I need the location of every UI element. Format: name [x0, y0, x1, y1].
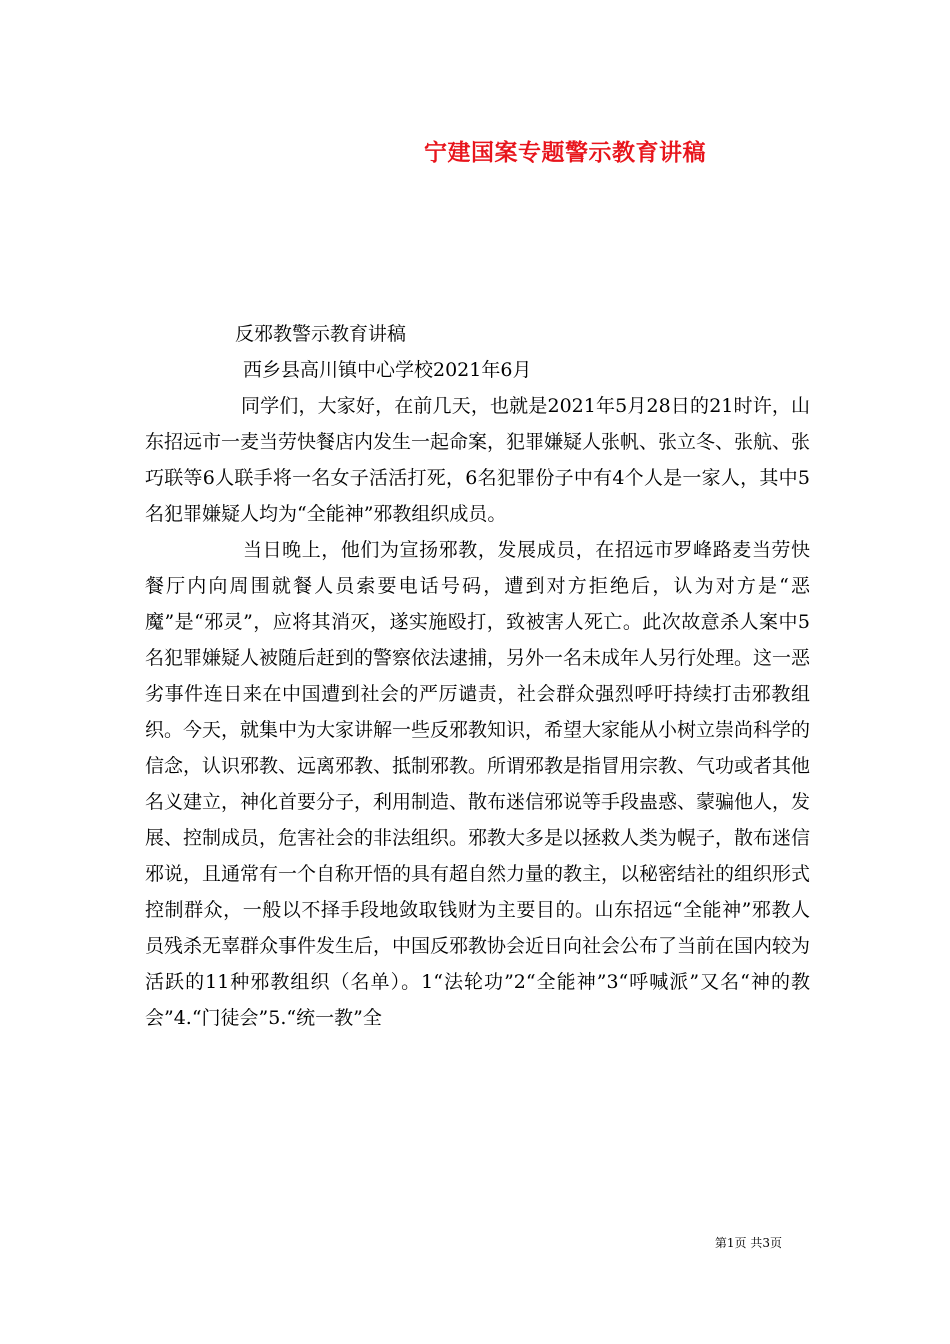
- page-number-footer: 第1页 共3页: [714, 1236, 782, 1250]
- document-title: 宁建国案专题警示教育讲稿: [424, 139, 706, 166]
- document-subheading: 西乡县高川镇中心学校2021年6月: [243, 359, 532, 381]
- paragraph-1: 同学们，大家好，在前几天，也就是2021年5月28日的21时许，山东招远市一麦当劳快餐店内发生一起命案，犯罪嫌疑人张帆、张立冬、张航、张巧联等6人联手将一名女子活活打死，6名犯罪份子中有4个人是一家人，其中5名犯罪嫌疑人均为“全能神”邪教组织成员。: [145, 395, 811, 525]
- document-heading: 反邪教警示教育讲稿: [235, 323, 407, 345]
- paragraph-2: 当日晚上，他们为宣扬邪教，发展成员，在招远市罗峰路麦当劳快餐厅内向周围就餐人员索要电话号码，遭到对方拒绝后，认为对方是“恶魔”是“邪灵”，应将其消灭，遂实施殴打，致被害人死亡。此次故意杀人案中5名犯罪嫌疑人被随后赶到的警察依法逮捕，另外一名未成年人另行处理。这一恶劣事件连日来在中国遭到社会的严厉谴责，社会群众强烈呼吁持续打击邪教组织。今天，就集中为大家讲解一些反邪教知识，希望大家能从小树立崇尚科学的信念，认识邪教、远离邪教、抵制邪教。所谓邪教是指冒用宗教、气功或者其他名义建立，神化首要分子，利用制造、散布迷信邪说等手段蛊惑、蒙骗他人，发展、控制成员，危害社会的非法组织。邪教大多是以拯救人类为幌子，散布迷信邪说，且通常有一个自称开悟的具有超自然力量的教主，以秘密结社的组织形式控制群众，一般以不择手段地敛取钱财为主要目的。山东招远“全能神”邪教人员残杀无辜群众事件发生后，中国反邪教协会近日向社会公布了当前在国内较为活跃的11种邪教组织（名单）。1“法轮功”2“全能神”3“呼喊派”又名“神的教会”4.“门徒会”5.“统一教”全: [145, 539, 811, 1029]
- document-body: [145, 316, 810, 1036]
